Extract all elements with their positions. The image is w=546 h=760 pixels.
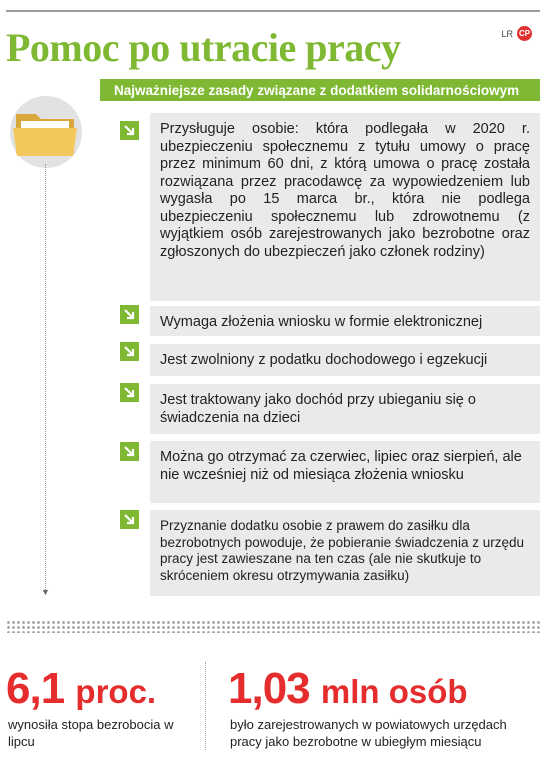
- dotted-separator: [6, 620, 540, 633]
- arrow-down-right-icon: [120, 442, 139, 461]
- stat-value: [6, 664, 156, 714]
- arrow-down-right-icon: [120, 510, 139, 529]
- list-item: Można go otrzymać za czerwiec, lipiec oraz sierpień, ale nie wcześniej niż od miesiąca złożenia wniosku: [150, 441, 540, 503]
- arrow-down-right-icon: [120, 383, 139, 402]
- top-rule: [6, 10, 540, 12]
- list-item: Przysługuje osobie: która podlegała w 2020 r. ubezpieczeniu społecznemu z tytułu umowy o pracę przez minimum 60 dni, z którą umowa o pracę została rozwiązana przez pracodawcę za wypowiedzeniem lub wygasła po 15 marca br., która nie podlega ubezpieczeniu społecznemu lub zdrowotnemu (z wyjątkiem osób zarejestrowanych jako bezrobotne oraz zgłoszonych do ubezpieczeń jako członek rodziny): [150, 113, 540, 301]
- stat-description: wynosiła stopa bezrobocia w lipcu: [8, 717, 174, 749]
- section-banner: Najważniejsze zasady związane z dodatkiem solidarnościowym: [100, 79, 540, 101]
- publisher-logo: CP: [517, 26, 532, 41]
- list-item: Wymaga złożenia wniosku w formie elektronicznej: [150, 306, 540, 336]
- stat-unit: mln osób: [320, 673, 468, 710]
- arrow-down-right-icon: [120, 342, 139, 361]
- folder-icon: [10, 104, 80, 160]
- stat-description: było zarejestrowanych w powiatowych urzędach pracy jako bezrobotne w ubiegłym miesiącu: [230, 717, 507, 749]
- credit: [501, 26, 532, 41]
- stat-value: [228, 664, 468, 714]
- stat-number: 1,03: [228, 664, 310, 713]
- list-item: Jest zwolniony z podatku dochodowego i egzekucji: [150, 344, 540, 376]
- list-item: Przyznanie dodatku osobie z prawem do zasiłku dla bezrobotnych powoduje, że pobieranie świadczenia z urzędu pracy jest zawieszane na ten czas (ale nie skutkuje to skróceniem okresu otrzymywania zasiłku): [150, 510, 540, 596]
- stat-divider: [205, 662, 206, 750]
- page-title: Pomoc po utracie pracy: [6, 25, 401, 70]
- list-item: Jest traktowany jako dochód przy ubieganiu się o świadczenia na dzieci: [150, 384, 540, 434]
- timeline-line: [45, 164, 46, 592]
- arrow-down-right-icon: [120, 305, 139, 324]
- stat-number: 6,1: [6, 664, 65, 713]
- timeline-end-icon: ▼: [41, 587, 50, 597]
- author-initials: LR: [501, 28, 513, 39]
- stat-unit: proc.: [75, 673, 157, 710]
- arrow-down-right-icon: [120, 121, 139, 140]
